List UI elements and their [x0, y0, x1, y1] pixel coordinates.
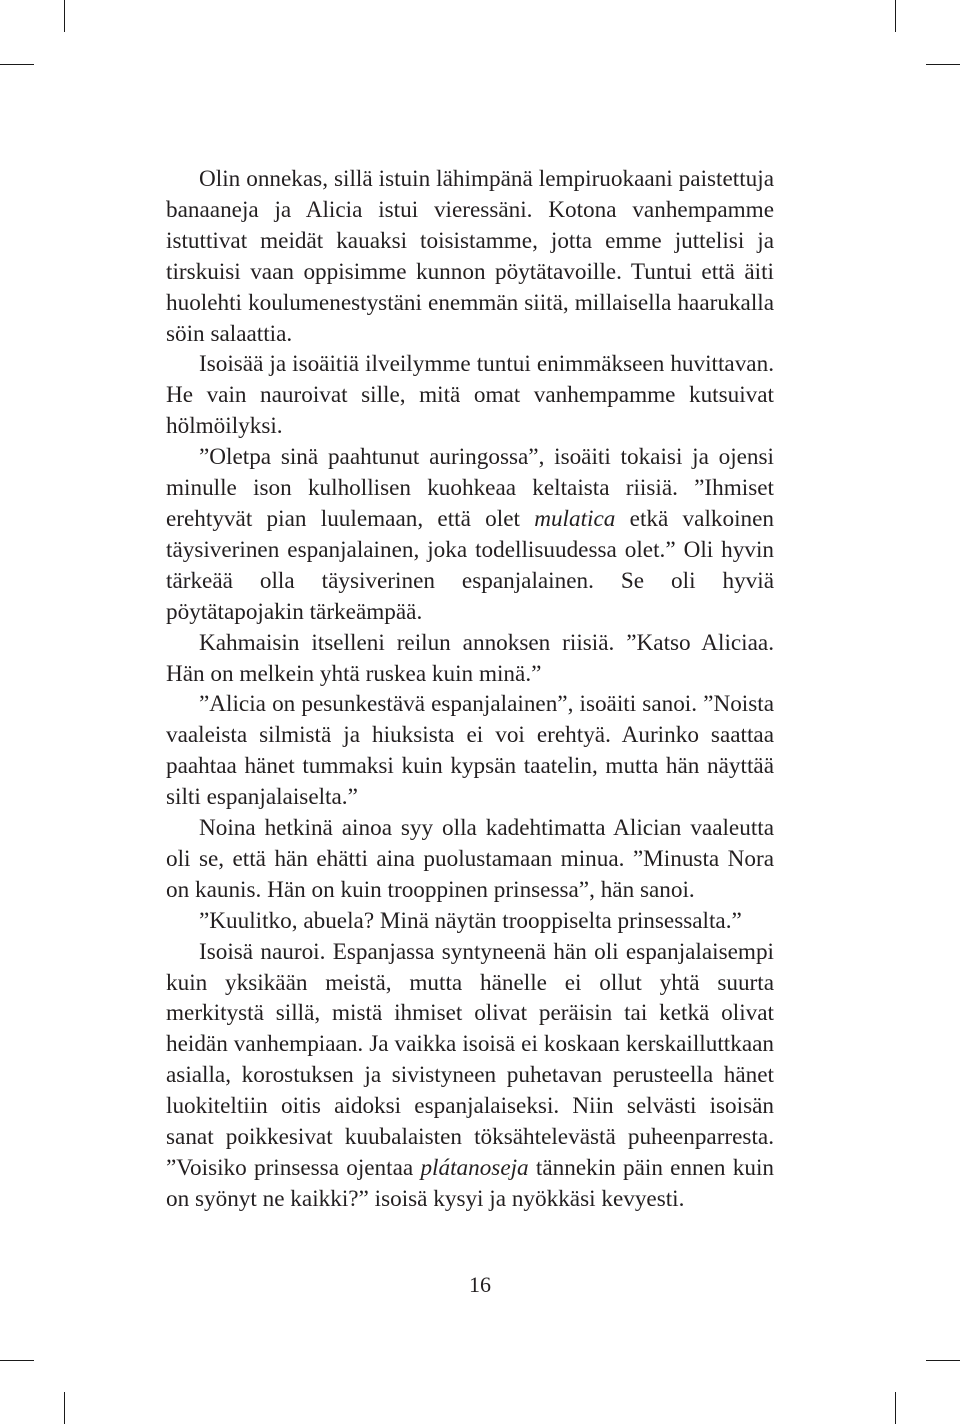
- text-run: Noina hetkinä ainoa syy olla kadehtimatta Alician vaaleutta oli se, että hän ehätti aina puolustamaan minua. ”Minusta Nora on kaunis. Hän on kuin trooppinen prinsessa”, hän sanoi.: [166, 815, 774, 903]
- crop-mark-top-right-horizontal: [926, 64, 960, 65]
- text-run: Kahmaisin itselleni reilun annoksen riisiä. ”Katso Aliciaa. Hän on melkein yhtä ruskea kuin minä.”: [166, 629, 774, 687]
- crop-mark-bottom-left-vertical: [64, 1392, 65, 1424]
- crop-mark-bottom-right-vertical: [895, 1392, 896, 1424]
- crop-mark-top-left-vertical: [64, 0, 65, 32]
- italic-term: plátanoseja: [420, 1155, 529, 1181]
- paragraph: [166, 689, 774, 813]
- paragraph: [166, 937, 774, 1215]
- paragraph: [166, 349, 774, 442]
- paragraph: [166, 813, 774, 906]
- paragraph: [166, 906, 774, 937]
- crop-mark-top-right-vertical: [895, 0, 896, 32]
- paragraph: [166, 164, 774, 349]
- crop-mark-bottom-right-horizontal: [926, 1360, 960, 1361]
- body-text: [166, 164, 774, 1215]
- text-run: Isoisää ja isoäitiä ilveilymme tuntui enimmäkseen huvittavan. He vain nauroivat sille, mitä omat vanhempamme kutsuivat hölmöilyksi.: [166, 351, 774, 440]
- text-run: Isoisä nauroi. Espanjassa syntyneenä hän oli espanjalaisempi kuin yksikään meistä, mutta hänelle ei ollut yhtä suurta merkitystä sillä, mistä ihmiset olivat peräisin tai ketkä olivat heidän vanhempiaan. Ja vaikka isoisä ei koskaan kerskailluttkaan asialla, korostuksen ja sivistyneen puhetavan perusteella hänet luokiteltiin oitis aidoksi espanjalaiseksi. Niin selvästi isoisän sanat poikkesivat kuubalaisten töksähtelevästä puheenparresta. ”Voisiko prinsessa ojentaa: [166, 938, 774, 1181]
- crop-mark-bottom-left-horizontal: [0, 1360, 34, 1361]
- text-run: ”Kuulitko, abuela? Minä näytän trooppiselta prinsessalta.”: [199, 907, 742, 934]
- paragraph: [166, 628, 774, 690]
- text-run: ”Oletpa sinä paahtunut auringossa”, isoäiti tokaisi ja ojensi minulle ison kulhollisen kuohkeaa keltaista riisiä. ”Ihmiset erehtyvät pian luulemaan, että olet: [166, 444, 774, 532]
- text-run: Olin onnekas, sillä istuin lähimpänä lempiruokaani paistettuja banaaneja ja Alicia istui vieressäni. Kotona vanhempamme istuttivat meidät kauaksi toisistamme, jotta emme juttelisi ja tirskuisi vaan oppisimme kunnon pöytätavoille. Tuntui että äiti huolehti koulumenestystäni enemmän siitä, millaisella haarukalla söin salaattia.: [166, 166, 774, 347]
- page-number: 16: [469, 1272, 491, 1297]
- paragraph: [166, 442, 774, 627]
- crop-mark-top-left-horizontal: [0, 64, 34, 65]
- text-run: etkä valkoinen täysiverinen espanjalainen, joka todellisuudessa olet.” Oli hyvin tärkeää olla täysiverinen espanjalainen. Se oli hyviä pöytätapojakin tärkeämpää.: [166, 505, 774, 625]
- text-run: ”Alicia on pesunkestävä espanjalainen”, isoäiti sanoi. ”Noista vaaleista silmistä ja hiuksista ei voi erehtyä. Aurinko saattaa paahtaa hänet tummaksi kuin kypsän taatelin, mutta hän näyttää silti espanjalaiselta.”: [166, 691, 774, 811]
- italic-term: mulatica: [534, 505, 616, 532]
- text-run: tännekin päin ennen kuin on syönyt ne kaikki?” isoisä kysyi ja nyökkäsi kevyesti.: [166, 1155, 774, 1212]
